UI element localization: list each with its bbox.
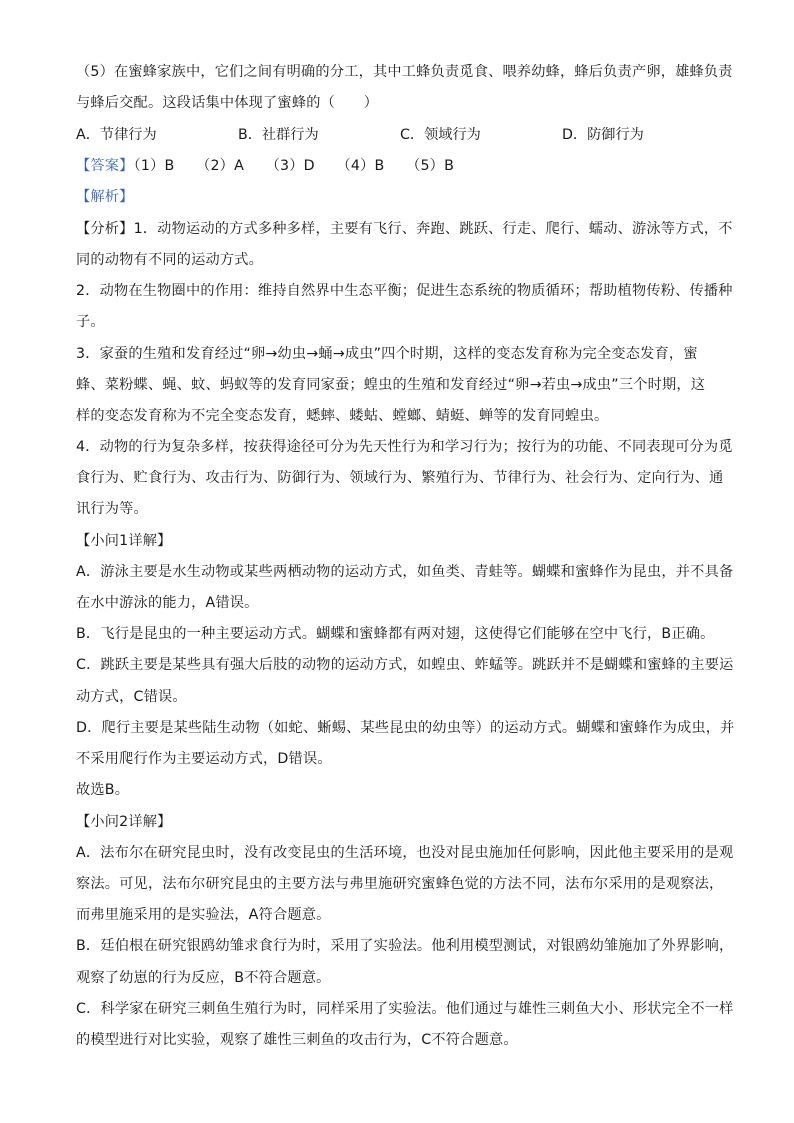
sub1-line-6: D．爬行主要是某些陆生动物（如蛇、蜥蜴、某些昆虫的幼虫等）的运动方式。蝴蝶和蜜蜂作为成虫，并 bbox=[76, 720, 735, 736]
option-d: D．防御行为 bbox=[562, 127, 644, 143]
sub2-line-5: 观察了幼崽的行为反应，B不符合题意。 bbox=[76, 970, 331, 986]
option-a: A．节律行为 bbox=[76, 127, 157, 143]
sub1-line-2: 在水中游泳的能力，A错误。 bbox=[76, 595, 259, 611]
fenxi-text-1: 1．动物运动的方式多种多样，主要有飞行、奔跑、跳跃、行走、爬行、蠕动、游泳等方式，不 bbox=[133, 221, 733, 237]
fenxi-line-2: 同的动物有不同的运动方式。 bbox=[76, 252, 264, 268]
sub2-line-1: A．法布尔在研究昆虫时，没有改变昆虫的生活环境，也没对昆虫施加任何影响，因此他主要采用的是观 bbox=[76, 845, 734, 861]
sub1-line-7: 不采用爬行作为主要运动方式，D错误。 bbox=[76, 751, 332, 767]
sub2-line-7: 的模型进行对比实验，观察了雄性三刺鱼的攻击行为，C不符合题意。 bbox=[76, 1032, 518, 1048]
fenxi-line-1 bbox=[76, 219, 733, 239]
sub2-line-4: B．廷伯根在研究银鸥幼雏求食行为时，采用了实验法。他利用模型测试，对银鸥幼雏施加了外界影响， bbox=[76, 938, 734, 954]
sub1-line-4: C．跳跃主要是某些具有强大后肢的动物的运动方式，如蝗虫、蚱蜢等。跳跃并不是蝴蝶和蜜蜂的主要运 bbox=[76, 657, 734, 673]
sub1-line-3: B．飞行是昆虫的一种主要运动方式。蝴蝶和蜜蜂都有两对翅，这使得它们能够在空中飞行，B正确。 bbox=[76, 626, 715, 642]
sub2-line-2: 察法。可见，法布尔研究昆虫的主要方法与弗里施研究蜜蜂色觉的方法不同，法布尔采用的是观察法， bbox=[76, 876, 724, 892]
fenxi-line-6: 蜂、菜粉蝶、蝇、蚊、蚂蚁等的发育同家蚕；蝗虫的生殖和发育经过“卵→若虫→成虫”三个时期，这 bbox=[76, 377, 706, 393]
sub2-heading: 【小问2详解】 bbox=[76, 814, 172, 830]
question-5-stem-line-1: （5）在蜜蜂家族中，它们之间有明确的分工，其中工蜂负责觅食、喂养幼蜂，蜂后负责产卵，雄蜂负责 bbox=[76, 64, 733, 80]
sub1-line-1: A．游泳主要是水生动物或某些两栖动物的运动方式，如鱼类、青蛙等。蝴蝶和蜜蜂作为昆虫，并不具备 bbox=[76, 564, 734, 580]
option-b: B．社群行为 bbox=[238, 127, 319, 143]
fenxi-line-5: 3．家蚕的生殖和发育经过“卵→幼虫→蛹→成虫”四个时期，这样的变态发育称为完全变态发育，蜜 bbox=[76, 346, 698, 362]
sub1-line-5: 动方式，C错误。 bbox=[76, 689, 187, 705]
fenxi-line-3: 2．动物在生物圈中的作用：维持自然界中生态平衡；促进生态系统的物质循环；帮助植物传粉、传播种 bbox=[76, 283, 733, 299]
sub1-heading: 【小问1详解】 bbox=[76, 533, 172, 549]
fenxi-label: 【分析】 bbox=[76, 221, 134, 237]
answer-label: 【答案】 bbox=[76, 158, 134, 174]
fenxi-line-9: 食行为、贮食行为、攻击行为、防御行为、领域行为、繁殖行为、节律行为、社会行为、定向行为、通 bbox=[76, 470, 724, 486]
sub2-line-3: 而弗里施采用的是实验法，A符合题意。 bbox=[76, 907, 331, 923]
fenxi-line-8: 4．动物的行为复杂多样，按获得途径可分为先天性行为和学习行为；按行为的功能、不同表现可分为觅 bbox=[76, 439, 733, 455]
analysis-label: 【解析】 bbox=[76, 189, 134, 205]
fenxi-line-7: 样的变态发育称为不完全变态发育，蟋蟀、蝼蛄、螳螂、蜻蜓、蝉等的发育同蝗虫。 bbox=[76, 408, 609, 424]
fenxi-line-10: 讯行为等。 bbox=[76, 501, 148, 517]
question-5-stem-line-2: 与蜂后交配。这段话集中体现了蜜蜂的（ ） bbox=[76, 95, 379, 111]
answer-line bbox=[76, 156, 726, 176]
answer-text: （1）B （2）A （3）D （4）B （5）B bbox=[133, 158, 455, 174]
sub1-line-8: 故选B。 bbox=[76, 782, 130, 798]
option-c: C．领域行为 bbox=[400, 127, 481, 143]
fenxi-line-4: 子。 bbox=[76, 314, 105, 330]
sub2-line-6: C．科学家在研究三刺鱼生殖行为时，同样采用了实验法。他们通过与雄性三刺鱼大小、形状完全不一样 bbox=[76, 1001, 734, 1017]
